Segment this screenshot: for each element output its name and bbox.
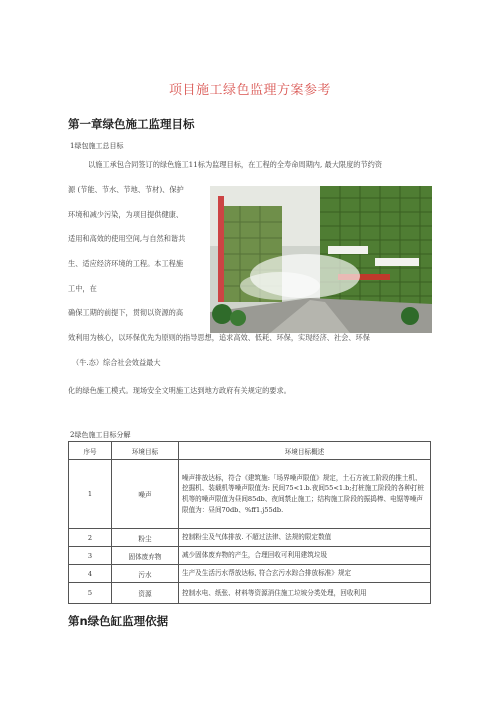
table-row bbox=[69, 583, 431, 604]
row-number: 4 bbox=[69, 565, 112, 583]
row-target: 资源 bbox=[112, 583, 179, 604]
chapter-heading-2: 第n绿色缸监理依据 bbox=[68, 614, 169, 628]
row-target: 污水 bbox=[112, 565, 179, 583]
paragraph-line: 以施工承包合同签订的绿色施工11标为监理目标，在工程的全寿命周期内, 最大限度的节约资 bbox=[88, 160, 383, 169]
paragraph-line: 化的绿色施工模式。现场安全文明施工达到地方政府有关规定的要求。 bbox=[68, 386, 291, 395]
row-description: 减少固体废弃物的产生，合理回收可利用建筑垃圾 bbox=[179, 547, 431, 565]
table-row bbox=[69, 565, 431, 583]
row-target: 噪声 bbox=[112, 460, 179, 529]
paragraph-line: 工中，在 bbox=[68, 284, 97, 293]
row-target: 粉尘 bbox=[112, 529, 179, 547]
table-row bbox=[69, 460, 431, 529]
row-description: 控制粉尘及气体排放. 不超过法律、法规的限定数值 bbox=[179, 529, 431, 547]
section-heading-1: 1绿包施工总目标 bbox=[70, 142, 124, 150]
row-target: 固体废弃物 bbox=[112, 547, 179, 565]
construction-site-photo bbox=[210, 186, 432, 333]
paragraph-line: 源 (节能、节水、节地、节材)、保护 bbox=[68, 185, 184, 194]
chapter-heading-1: 第一章绿色施工监理目标 bbox=[68, 117, 195, 131]
table-header-row bbox=[69, 442, 431, 460]
paragraph-line: 生、适应经济环境的工程。本工程施 bbox=[68, 259, 184, 268]
column-header: 序号 bbox=[69, 442, 112, 460]
section-heading-2: 2绿色施工目标分解 bbox=[70, 431, 131, 439]
row-description: 控制水电、纸张、材料等资源消住施工垃坡分类处理，回收利用 bbox=[179, 583, 431, 604]
paragraph-line: 环境和减少污染，为项目提供健康、 bbox=[68, 210, 184, 219]
row-description: 生产及生活污水帮放达标, 符合玄污水踪合排放标准》规定 bbox=[179, 565, 431, 583]
table-row bbox=[69, 547, 431, 565]
row-number: 2 bbox=[69, 529, 112, 547]
paragraph-line: （牛.态）综合社会效益最大 bbox=[72, 358, 161, 367]
table-row bbox=[69, 529, 431, 547]
column-header: 环境目标 bbox=[112, 442, 179, 460]
paragraph-line: 效利用为核心，以环保优先为原则的指导思想，追求高效、低耗、环保，实现经济、社会、环保 bbox=[68, 333, 370, 342]
paragraph-line: 确保工期的前提下，贯彻以资源的高 bbox=[68, 308, 184, 317]
row-number: 1 bbox=[69, 460, 112, 529]
paragraph-line: 适用和高效的使用空间,与自然和谐共 bbox=[68, 234, 186, 243]
environment-goals-table bbox=[68, 441, 431, 604]
row-description: 噪声排放达标，符合《建筑施:「场界噪声限值》规定，土石方被工阶段的推土机、挖掘机、装载机等噪声限值为: 民间75<1.b.夜间55<1.b;打桩施工阶段的各种打桩机等的噪声限值为昼间85db、夜间禁止施工；结构施工阶段的振捣棒、电锯等噪声限值为：昼间70db、%ff1.j55db. bbox=[179, 460, 431, 529]
row-number: 3 bbox=[69, 547, 112, 565]
row-number: 5 bbox=[69, 583, 112, 604]
column-header: 环境目标概述 bbox=[179, 442, 431, 460]
document-title: 项目施工绿色监理方案参考 bbox=[168, 83, 331, 98]
